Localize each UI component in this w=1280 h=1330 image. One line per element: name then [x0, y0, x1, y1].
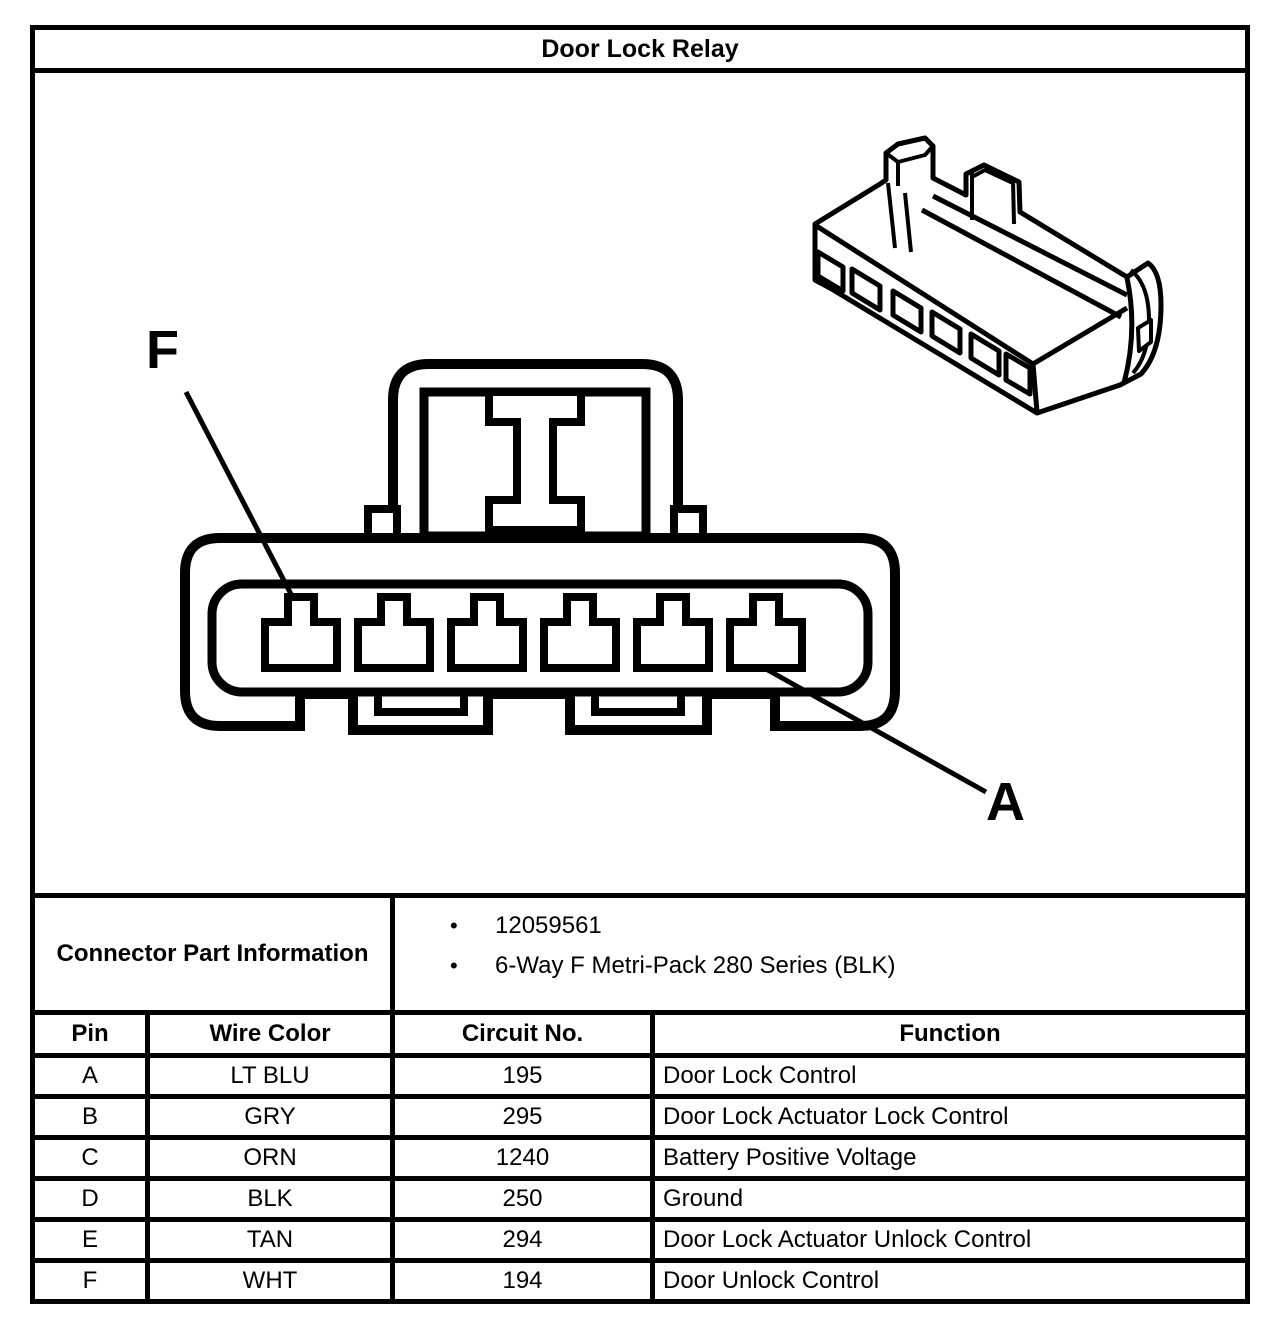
pin-cell: A	[35, 1058, 150, 1094]
part-series-line	[450, 946, 1245, 986]
table-row	[35, 1053, 1245, 1094]
pin-cell: D	[35, 1181, 150, 1217]
wire-color-cell: GRY	[150, 1099, 395, 1135]
header-pin: Pin	[35, 1015, 150, 1053]
header-circuit-no: Circuit No.	[395, 1015, 655, 1053]
circuit-no-cell: 294	[395, 1222, 655, 1258]
circuit-no-cell: 194	[395, 1263, 655, 1299]
header-wire-color: Wire Color	[150, 1015, 395, 1053]
pin-cell: C	[35, 1140, 150, 1176]
wire-color-cell: WHT	[150, 1263, 395, 1299]
part-series: 6-Way F Metri-Pack 280 Series (BLK)	[495, 952, 896, 979]
circuit-no-cell: 295	[395, 1099, 655, 1135]
circuit-no-cell: 1240	[395, 1140, 655, 1176]
connector-part-info-row	[35, 893, 1245, 1010]
pin-callout-a: A	[986, 772, 1025, 832]
pin-callout-f: F	[146, 320, 179, 380]
circuit-no-cell: 250	[395, 1181, 655, 1217]
pin-table-header	[35, 1010, 1245, 1053]
function-cell: Door Lock Control	[663, 1062, 857, 1089]
connector-isometric-view	[815, 138, 1161, 413]
connector-part-info-label: Connector Part Information	[35, 898, 395, 1010]
table-row	[35, 1176, 1245, 1217]
table-row	[35, 1094, 1245, 1135]
function-cell: Door Lock Actuator Unlock Control	[663, 1226, 1032, 1253]
content-frame	[30, 25, 1250, 1304]
bullet-icon: •	[450, 913, 458, 938]
wire-color-cell: BLK	[150, 1181, 395, 1217]
connector-line-art	[35, 73, 1245, 893]
function-cell: Door Unlock Control	[663, 1267, 880, 1294]
bullet-icon: •	[450, 953, 458, 978]
pin-cell: F	[35, 1263, 150, 1299]
pin-cell: E	[35, 1222, 150, 1258]
part-number: 12059561	[495, 912, 602, 939]
pin-cell: B	[35, 1099, 150, 1135]
connector-part-info-values	[395, 898, 1245, 1010]
function-cell: Door Lock Actuator Lock Control	[663, 1103, 1009, 1130]
connector-front-view	[185, 364, 986, 792]
table-row	[35, 1135, 1245, 1176]
table-row	[35, 1258, 1245, 1299]
connector-diagram-area	[35, 73, 1245, 893]
circuit-no-cell: 195	[395, 1058, 655, 1094]
wire-color-cell: TAN	[150, 1222, 395, 1258]
part-number-line	[450, 906, 1245, 946]
header-function: Function	[899, 1020, 1001, 1047]
wire-color-cell: ORN	[150, 1140, 395, 1176]
function-cell: Ground	[663, 1185, 744, 1212]
table-row	[35, 1217, 1245, 1258]
page-title: Door Lock Relay	[35, 30, 1245, 73]
wire-color-cell: LT BLU	[150, 1058, 395, 1094]
function-cell: Battery Positive Voltage	[663, 1144, 917, 1171]
